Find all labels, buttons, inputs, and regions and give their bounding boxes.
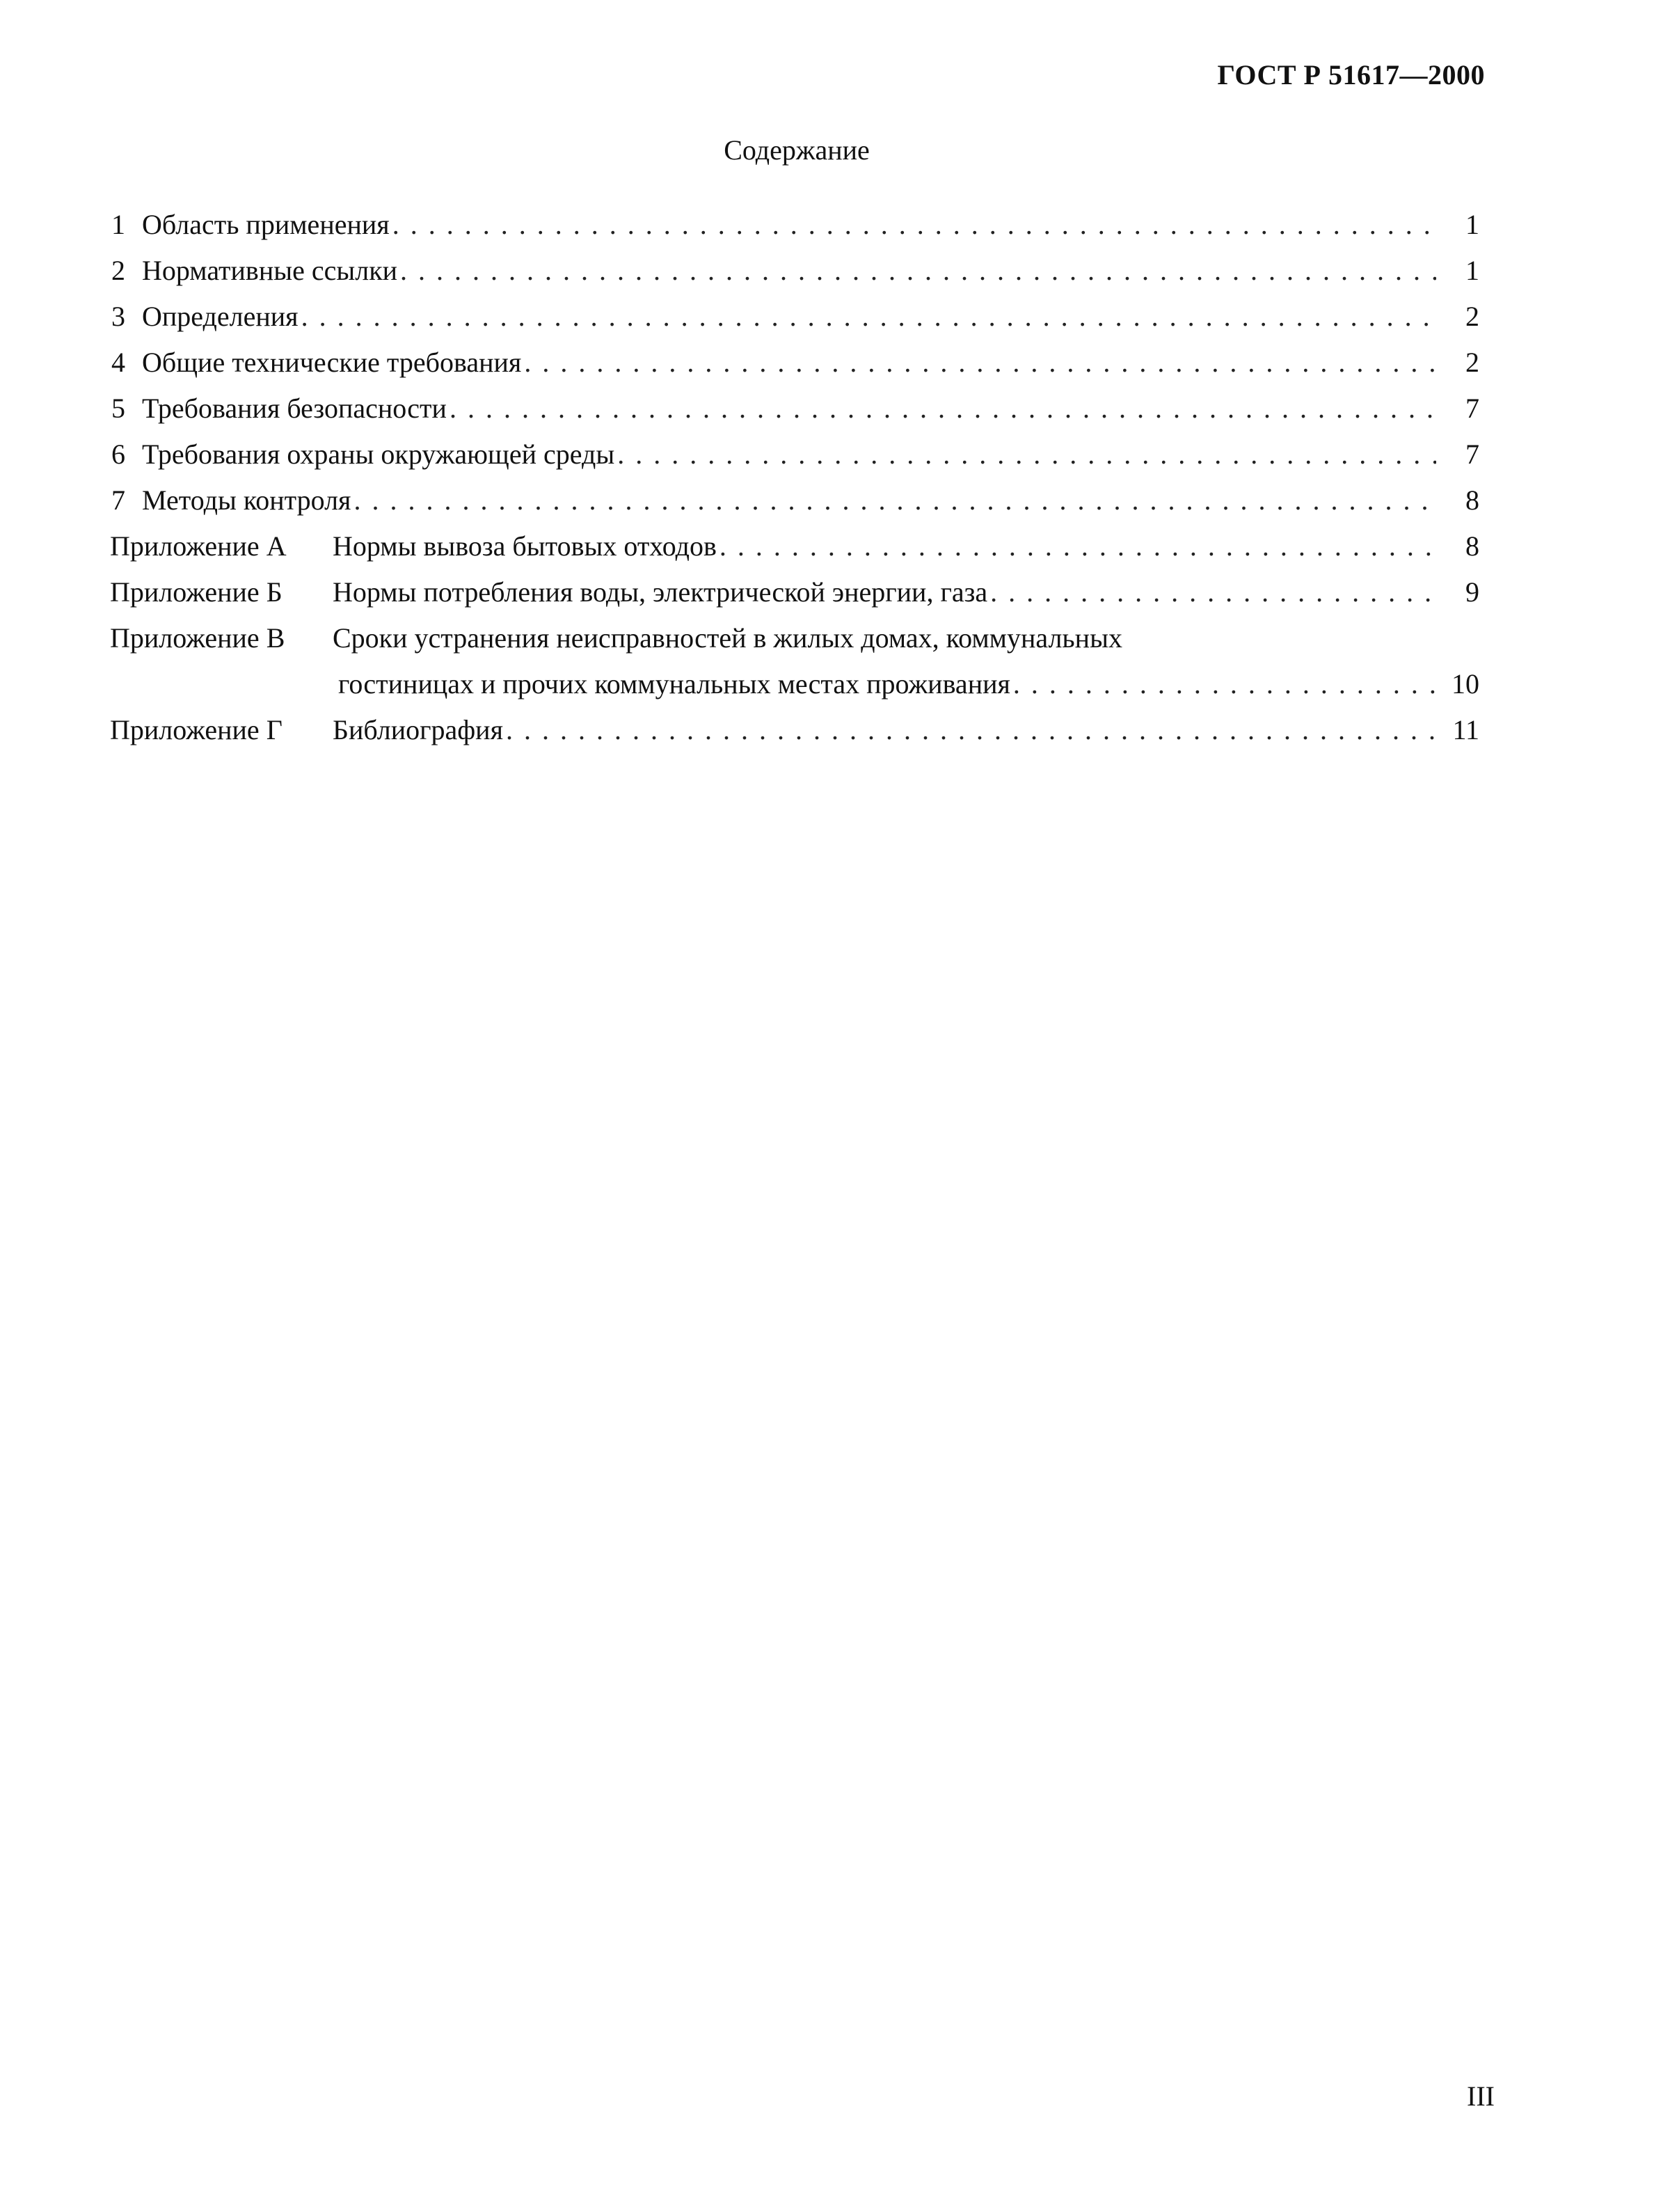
toc-item-title: Требования безопасности bbox=[142, 393, 447, 424]
dot-leader bbox=[524, 340, 1436, 386]
toc-appendix-item[interactable] bbox=[110, 707, 1479, 753]
toc-item-number: 1 bbox=[111, 209, 125, 240]
toc-appendix-item-continuation[interactable] bbox=[110, 661, 1479, 707]
toc-item[interactable] bbox=[110, 202, 1479, 248]
toc-item-page: 1 bbox=[1465, 255, 1479, 286]
toc-item-title: Требования охраны окружающей среды bbox=[142, 439, 615, 470]
toc-item[interactable] bbox=[110, 340, 1479, 386]
dot-leader bbox=[617, 432, 1436, 477]
toc-item-page: 2 bbox=[1465, 301, 1479, 332]
dot-leader bbox=[1013, 661, 1436, 707]
dot-leader bbox=[990, 569, 1436, 615]
toc-item-title: Область применения bbox=[142, 209, 390, 240]
toc-item-page: 7 bbox=[1465, 393, 1479, 424]
toc-item-title: Методы контроля bbox=[142, 484, 351, 516]
document-code: ГОСТ Р 51617—2000 bbox=[1217, 59, 1485, 90]
toc-item-page: 9 bbox=[1465, 576, 1479, 608]
toc-item-page: 10 bbox=[1452, 668, 1479, 700]
toc-appendix-item[interactable] bbox=[110, 569, 1479, 615]
dot-leader bbox=[719, 523, 1436, 569]
dot-leader bbox=[392, 202, 1436, 248]
toc-item-page: 7 bbox=[1465, 439, 1479, 470]
toc-item-title: Нормативные ссылки bbox=[142, 255, 398, 286]
toc-item-title: Нормы потребления воды, электрической энергии, газа bbox=[333, 576, 988, 608]
toc-item-number: 2 bbox=[111, 255, 125, 286]
table-of-contents bbox=[110, 202, 1479, 753]
toc-item-page: 8 bbox=[1465, 484, 1479, 516]
toc-appendix-item[interactable] bbox=[110, 523, 1479, 569]
toc-item-number: 7 bbox=[111, 484, 125, 516]
dot-leader bbox=[353, 477, 1436, 523]
toc-item[interactable] bbox=[110, 294, 1479, 340]
toc-item-title: Сроки устранения неисправностей в жилых домах, коммунальных bbox=[333, 622, 1122, 654]
dot-leader bbox=[301, 294, 1436, 340]
toc-item-number: 3 bbox=[111, 301, 125, 332]
toc-item[interactable] bbox=[110, 248, 1479, 294]
toc-item[interactable] bbox=[110, 432, 1479, 477]
toc-item-title: Определения bbox=[142, 301, 299, 332]
toc-item-title: Нормы вывоза бытовых отходов bbox=[333, 530, 717, 562]
toc-item[interactable] bbox=[110, 386, 1479, 432]
appendix-prefix: Приложение А bbox=[110, 530, 287, 562]
page-number: III bbox=[1467, 2080, 1495, 2112]
toc-item-title: Общие технические требования bbox=[142, 347, 522, 378]
toc-item-title-continuation: гостиницах и прочих коммунальных местах проживания bbox=[338, 668, 1010, 700]
appendix-prefix: Приложение Г bbox=[110, 714, 283, 745]
toc-title: Содержание bbox=[724, 134, 870, 166]
toc-item-number: 5 bbox=[111, 393, 125, 424]
toc-item-page: 11 bbox=[1452, 714, 1479, 745]
toc-item-page: 8 bbox=[1465, 530, 1479, 562]
appendix-prefix: Приложение В bbox=[110, 622, 285, 654]
toc-item-number: 4 bbox=[111, 347, 125, 378]
appendix-prefix: Приложение Б bbox=[110, 576, 283, 608]
dot-leader bbox=[506, 707, 1436, 753]
toc-item-title: Библиография bbox=[333, 714, 503, 745]
toc-item-page: 2 bbox=[1465, 347, 1479, 378]
dot-leader bbox=[450, 386, 1436, 432]
toc-item-page: 1 bbox=[1465, 209, 1479, 240]
toc-appendix-item[interactable] bbox=[110, 615, 1479, 661]
dot-leader bbox=[400, 248, 1436, 294]
toc-item-number: 6 bbox=[111, 439, 125, 470]
toc-item[interactable] bbox=[110, 477, 1479, 523]
